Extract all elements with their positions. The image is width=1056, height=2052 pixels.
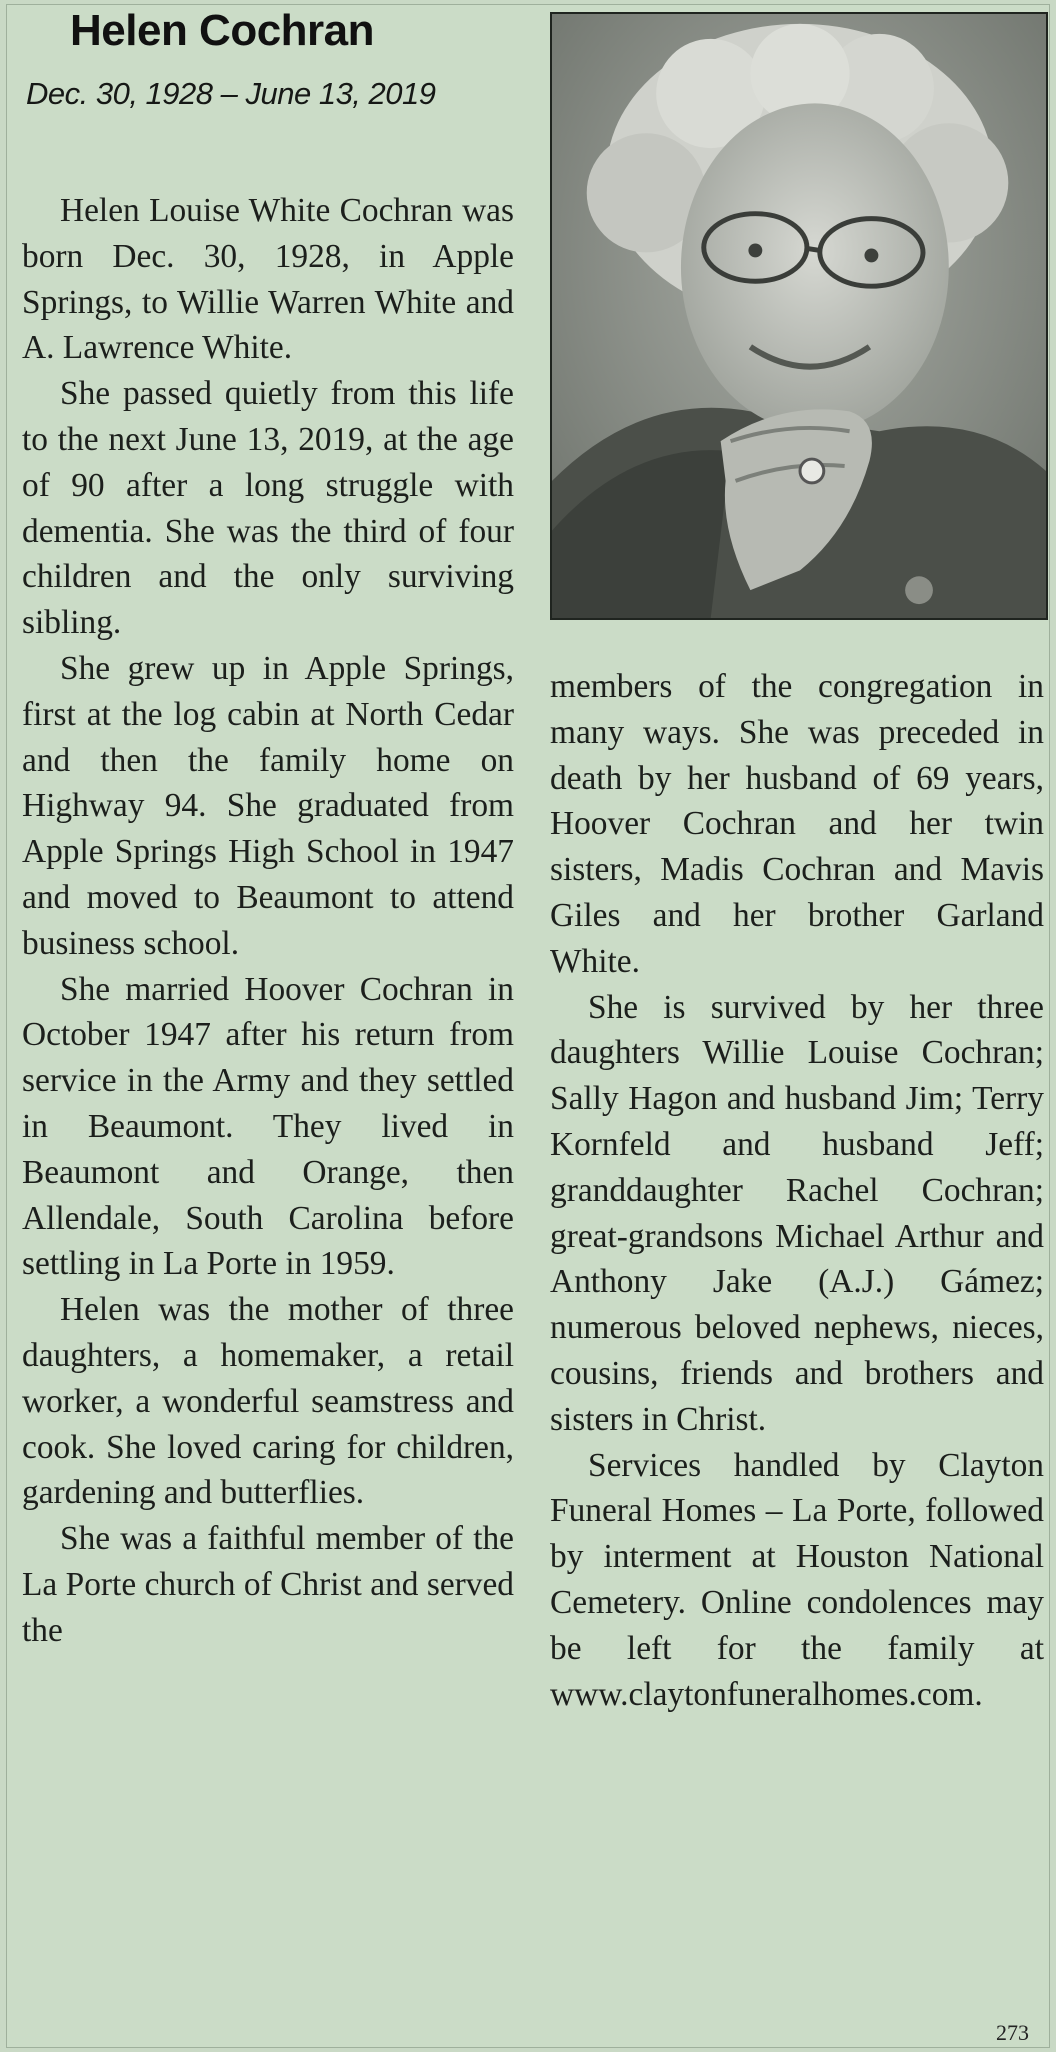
paragraph: Helen was the mother of three daughters, a homemaker, a retail worker, a wonderful seamstress and cook. She loved caring for children, gardening and butterflies. — [22, 1291, 514, 1512]
paragraph: She married Hoover Cochran in October 1947 after his return from service in the Army and they settled in Beaumont. They lived in Beaumont and Orange, then Allendale, South Carolina before settling in La Porte in 1959. — [22, 970, 514, 1283]
obituary-dates: Dec. 30, 1928 – June 13, 2019 — [26, 76, 436, 111]
portrait-photo — [550, 12, 1048, 620]
obituary-name: Helen Cochran — [70, 6, 375, 55]
obituary-column-left — [22, 188, 514, 1654]
paragraph: Services handled by Clayton Funeral Homes – La Porte, followed by interment at Houston National Cemetery. Online condolences may be left for the family at www.claytonfuneralhomes.com. — [550, 1446, 1044, 1713]
paragraph: She passed quietly from this life to the next June 13, 2019, at the age of 90 after a long struggle with dementia. She was the third of four children and the only surviving sibling. — [22, 375, 514, 642]
obituary-column-right — [550, 664, 1044, 1717]
paragraph: She is survived by her three daughters Willie Louise Cochran; Sally Hagon and husband Jim; Terry Kornfeld and husband Jeff; granddaughter Rachel Cochran; great-grandsons Michael Arthur and Anthony Jake (A.J.) Gámez; numerous beloved nephews, nieces, cousins, friends and brothers and sisters in Christ. — [550, 988, 1044, 1438]
paragraph: members of the congregation in many ways. She was preceded in death by her husband of 69 years, Hoover Cochran and her twin sisters, Madis Cochran and Mavis Giles and her brother Garland White. — [550, 668, 1044, 980]
paragraph: She was a faithful member of the La Porte church of Christ and served the — [22, 1520, 514, 1649]
paragraph: Helen Louise White Cochran was born Dec. 30, 1928, in Apple Springs, to Willie Warren White and A. Lawrence White. — [22, 192, 514, 367]
page-number: 273 — [996, 2020, 1029, 2045]
paragraph: She grew up in Apple Springs, first at the log cabin at North Cedar and then the family home on Highway 94. She graduated from Apple Springs High School in 1947 and moved to Beaumont to attend business school. — [22, 649, 514, 962]
portrait-photo-icon — [552, 14, 1046, 618]
